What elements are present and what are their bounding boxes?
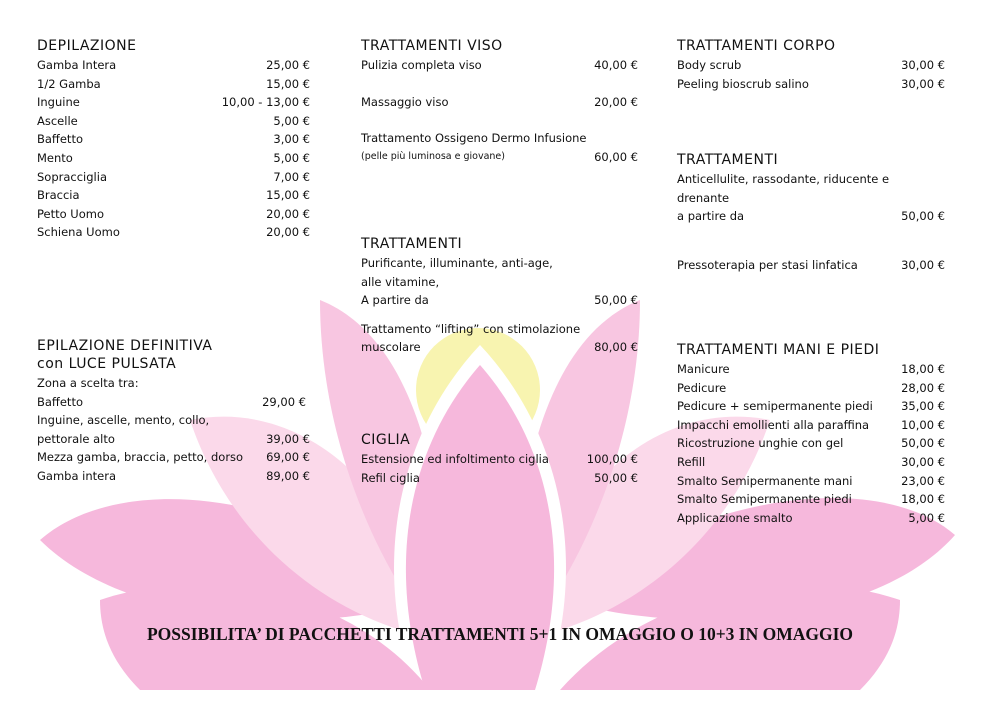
list-item: Estensione ed infoltimento ciglia 100,00 € (361, 452, 638, 466)
footer-offer-text: POSSIBILITA’ DI PACCHETTI TRATTAMENTI 5+1 IN OMAGGIO O 10+3 IN OMAGGIO (146, 624, 854, 644)
list-item: Pulizia completa viso 40,00 € (361, 58, 638, 72)
list-item: Pedicure 28,00 € (677, 380, 945, 395)
intro-text: Zona a scelta tra: (37, 376, 139, 390)
section-subtitle: con LUCE PULSATA (37, 356, 177, 372)
list-item: Impacchi emollienti alla paraffina 10,00 € (677, 417, 945, 432)
list-item: A partire da 50,00 € (361, 293, 638, 308)
list-item: (pelle più luminosa e giovane) 60,00 € (361, 149, 638, 164)
list-item: a partire da 50,00 € (677, 209, 945, 224)
section-title: TRATTAMENTI MANI E PIEDI (677, 342, 880, 358)
section-epilazione-definitiva (37, 338, 310, 486)
section-trattamenti-right (677, 152, 945, 274)
list-item: Pressoterapia per stasi linfatica 30,00 € (677, 257, 945, 272)
section-trattamenti-mani-piedi (677, 342, 945, 527)
section-trattamenti-center (361, 236, 638, 357)
section-trattamenti-corpo (677, 38, 945, 93)
list-item-line: Trattamento Ossigeno Dermo Infusione (361, 131, 587, 146)
list-item-line: Inguine, ascelle, mento, collo, (37, 413, 210, 428)
list-item: Refil ciglia 50,00 € (361, 470, 638, 485)
section-ciglia (361, 432, 638, 487)
list-item: Pedicure + semipermanente piedi 35,00 € (677, 399, 945, 414)
section-title: TRATTAMENTI CORPO (677, 38, 836, 54)
list-item: 1/2 Gamba 15,00 € (37, 76, 310, 91)
list-item-line: Trattamento “lifting” con stimolazione (361, 321, 581, 336)
list-item: Schiena Uomo 20,00 € (37, 225, 310, 240)
list-item: pettorale alto 39,00 € (37, 431, 310, 446)
list-item: Body scrub 30,00 € (677, 58, 945, 72)
description-line: drenante (677, 190, 730, 205)
list-item: Ascelle 5,00 € (37, 113, 310, 128)
list-item: Gamba intera 89,00 € (37, 468, 310, 483)
description-line: Purificante, illuminante, anti-age, (361, 256, 553, 270)
list-item: Baffetto 3,00 € (37, 132, 310, 147)
list-item: Sopracciglia 7,00 € (37, 169, 310, 184)
list-item: Mezza gamba, braccia, petto, dorso 69,00 € (37, 450, 310, 465)
list-item: Braccia 15,00 € (37, 188, 310, 203)
section-depilazione (37, 38, 310, 242)
list-item: Smalto Semipermanente piedi 18,00 € (677, 492, 945, 507)
section-title: EPILAZIONE DEFINITIVA (37, 338, 213, 354)
section-trattamenti-viso (361, 38, 638, 166)
list-item: Smalto Semipermanente mani 23,00 € (677, 473, 945, 488)
list-item: Refill 30,00 € (677, 454, 945, 469)
section-title: DEPILAZIONE (37, 38, 137, 54)
list-item: Baffetto 29,00 € (37, 394, 306, 409)
section-title: TRATTAMENTI (677, 152, 779, 168)
section-title: TRATTAMENTI VISO (361, 38, 503, 54)
list-item: Manicure 18,00 € (677, 362, 945, 376)
list-item: Applicazione smalto 5,00 € (677, 510, 945, 525)
section-title: CIGLIA (361, 432, 411, 448)
section-title: TRATTAMENTI (361, 236, 463, 252)
list-item: Petto Uomo 20,00 € (37, 206, 310, 221)
list-item: Gamba Intera 25,00 € (37, 58, 310, 72)
list-item: Mento 5,00 € (37, 150, 310, 165)
list-item: Massaggio viso 20,00 € (361, 94, 638, 109)
list-item: Ricostruzione unghie con gel 50,00 € (677, 436, 945, 451)
list-item: Inguine 10,00 - 13,00 € (37, 95, 310, 110)
description-line: Anticellulite, rassodante, riducente e (677, 172, 890, 186)
list-item: Peeling bioscrub salino 30,00 € (677, 76, 945, 91)
list-item: muscolare 80,00 € (361, 340, 638, 355)
description-line: alle vitamine, (361, 274, 440, 289)
